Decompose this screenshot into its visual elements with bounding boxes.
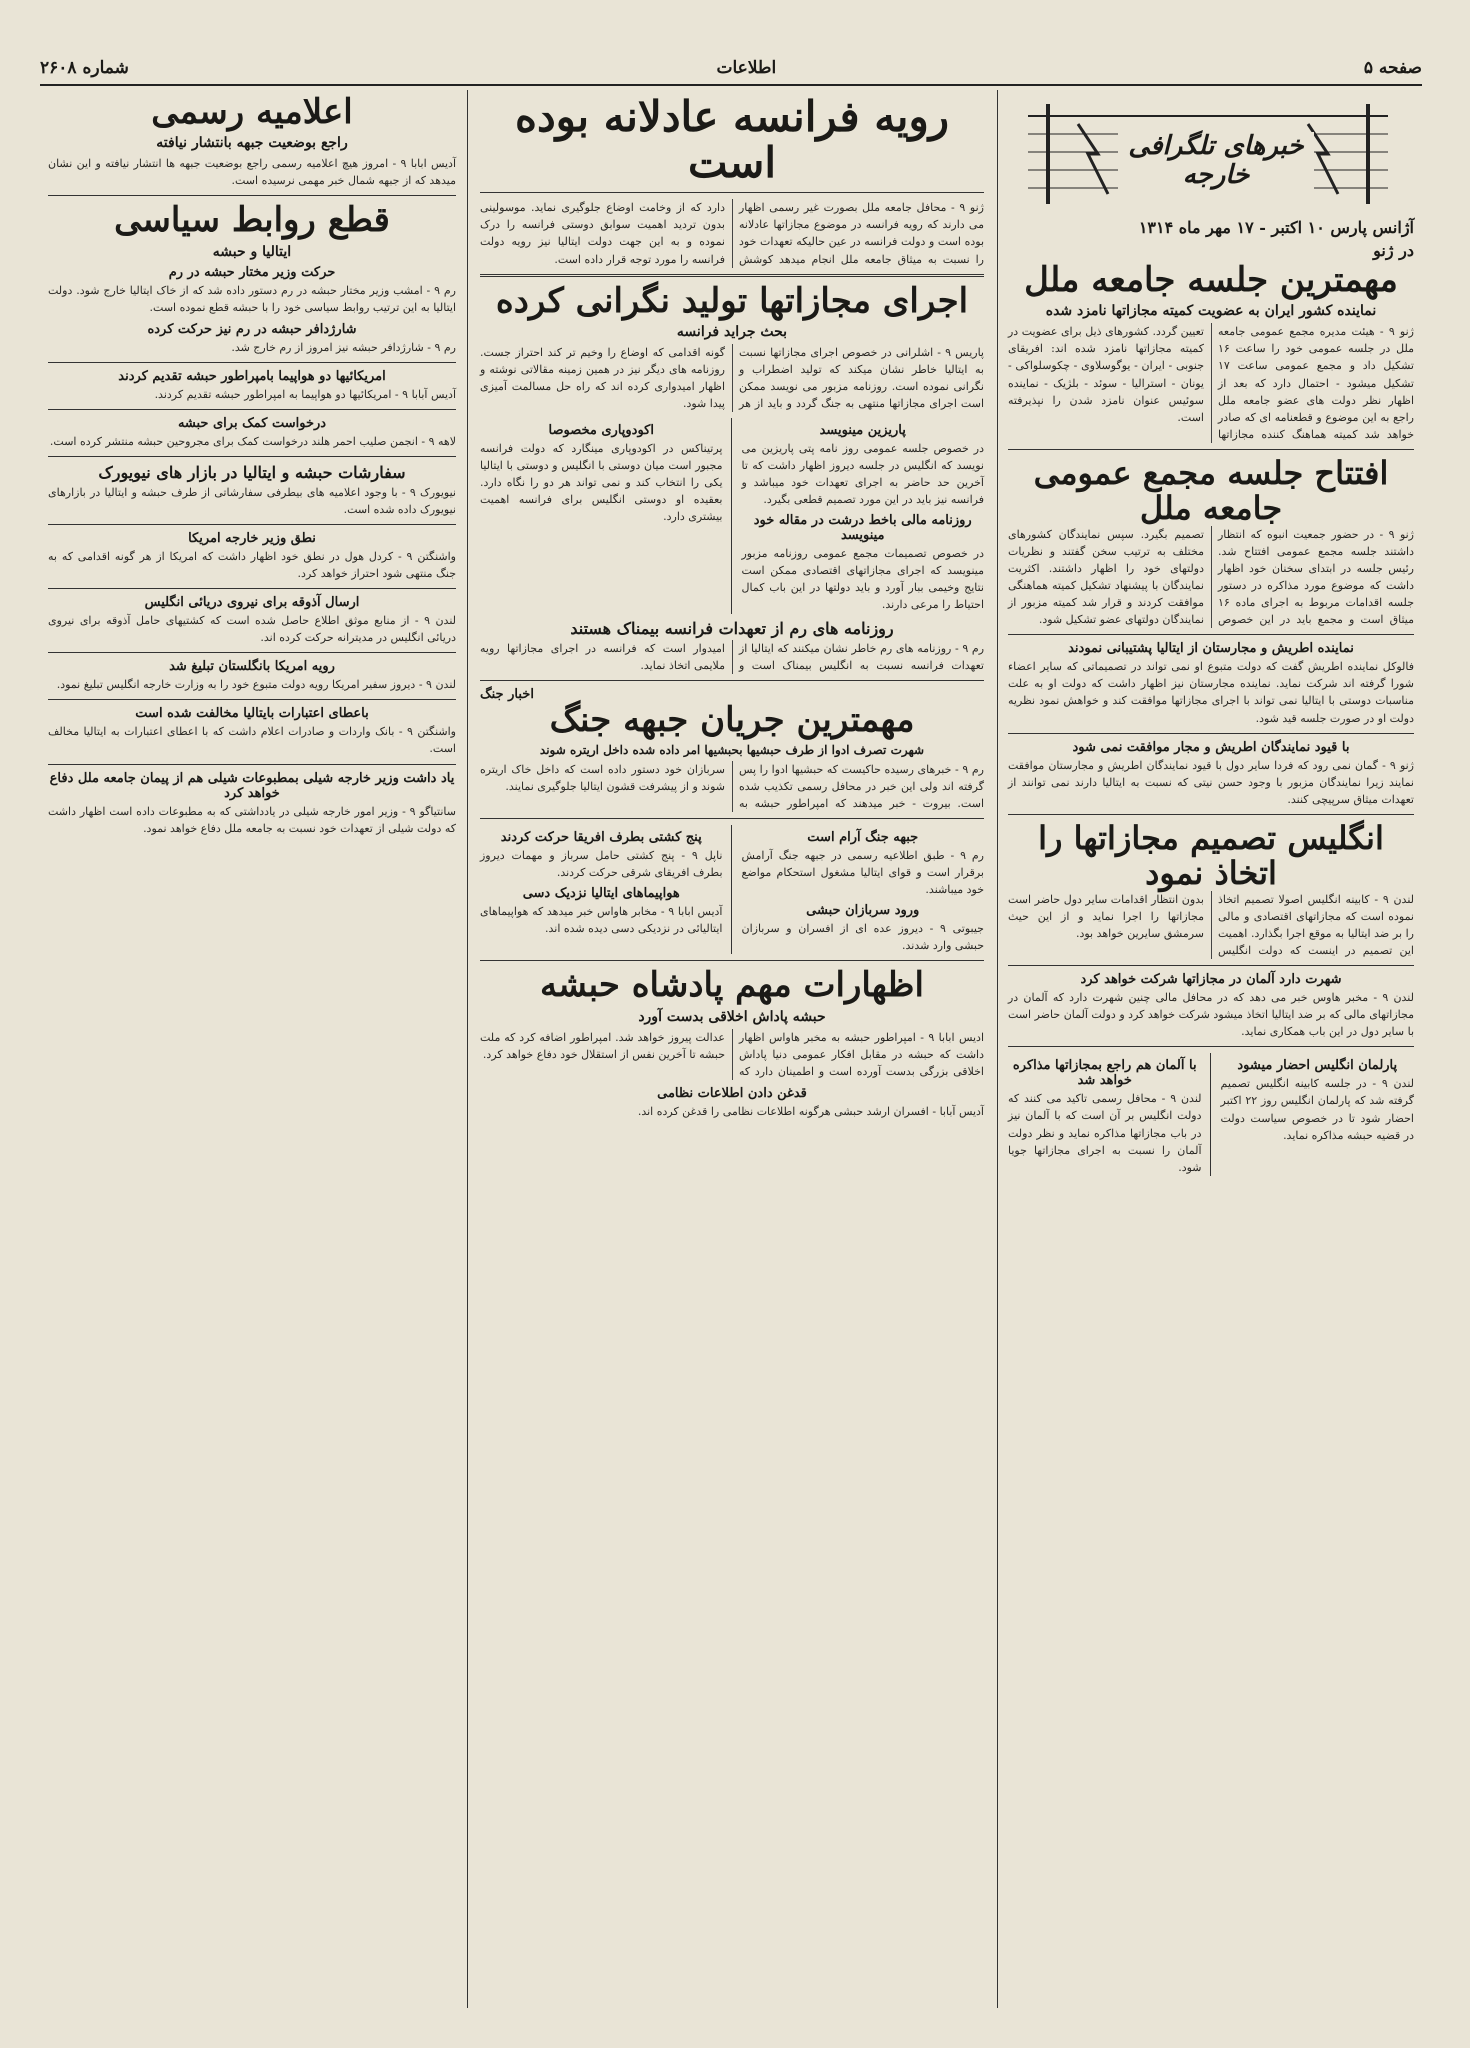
headline-small: نطق وزیر خارجه امریکا [188,531,316,547]
article-body: جیبوتی ۹ - دیروز عده ای از افسران و سربازان حبشی وارد شدند. [741,922,984,953]
article-body: آدیس آبابا - افسران ارشد حبشی هرگونه اطلاعات نظامی را قدغن کرده اند. [637,1104,984,1118]
column-left [40,90,464,2008]
article-body: آدیس ابابا ۹ - مخابر هاواس خبر میدهد که هواپیماهای ایتالیائی در نزدیکی دسی دیده شده اند. [480,905,723,936]
divider [48,588,456,589]
header-rule [40,84,1422,86]
divider [480,680,984,681]
article-body: پرتیناکس در اکودوپاری مینگارد که دولت فرانسه مجبور است میان دوستی با انگلیس و دوستی با ایتالیا یکی را انتخاب کند و نمی تواند هر دو را نگاه دارد. بعقیده او دوستی انگلیس برای فرانسه اهمیت بیشتری دارد. [480,442,723,524]
article-body: فالوکل نماینده اطریش گفت که دولت متبوع او نمی تواند در تصمیماتی که سایر اعضاء شورا گرفته اند شرکت نماید. نماینده مجارستان نیز اظهار داشت که دولت او به علت مناسبات دوستی با ایتالیا نمی تواند با اجرای مجازاتها موافقت کند و خواهش نمود نظریه دولت او در صورت جلسه قید شود. [1008,660,1414,725]
article-body: در خصوص جلسه عمومی روز نامه پتی پاریزین می نویسد که انگلیس در جلسه دیروز اظهار داشت که تا آخرین حد حاضر به اجرای تعهدات خود میباشد و فرانسه نیز باید در این مورد تصمیم قطعی بگیرد. [741,442,984,507]
column-middle [472,90,992,2008]
article-body: نیویورک ۹ - با وجود اعلامیه های بیطرفی سفارشاتی از طرف حبشه و ایتالیا در بازارهای نیویورک داده شده است. [48,486,456,517]
headline-opening: افتتاح جلسه مجمع عمومی جامعه ملل [1033,453,1389,527]
article-body: رم ۹ - روزنامه های رم خاطر نشان میکنند که ایتالیا از تعهدات فرانسه نسبت به انگلیس بیمناک است و امیدوار است که فرانسه در اجرای مجازاتها رویه ملایمی اتخاذ نماید. [480,641,985,672]
headline-small: جبهه جنگ آرام است [807,830,919,846]
divider [48,456,456,457]
issue-number: شماره ۲۶۰۸ [40,58,129,78]
press-article [742,418,985,613]
subheadline: راجع بوضعیت جبهه بانتشار نیافته [156,135,348,152]
subheadline: نماینده کشور ایران به عضویت کمیته مجازاتها نامزد شده [1045,303,1377,320]
article-body: لندن ۹ - از منابع موثق اطلاع حاصل شده است که کشتیهای حامل آذوقه برای نیروی دریائی انگلیس در مدیترانه حرکت کرده اند. [48,614,456,645]
headline-small: پاریزین مینویسد [819,423,906,439]
divider [480,274,984,277]
headline-small: شهرت دارد آلمان در مجازاتها شرکت خواهد کرد [1080,972,1342,988]
bottom-article [1008,1053,1211,1175]
column-divider [467,90,468,2008]
section-label: اخبار جنگ [480,686,534,702]
headline-small: هواپیماهای ایتالیا نزدیک دسی [522,886,680,902]
divider [48,699,456,700]
page-header [40,55,1422,81]
subheadline: شهرت تصرف ادوا از طرف حبشیها بحبشیها امر داده شده داخل اریتره شوند [539,743,925,757]
divider [48,764,456,765]
logo-title: خبرهای تلگرافی خارجه [1118,132,1314,189]
headline-small: ورود سربازان حبشی [806,903,920,919]
bottom-article [1221,1053,1415,1175]
headline-small: با آلمان هم راجع بمجازاتها مذاکره خواهد شد [1012,1058,1197,1089]
press-article [480,418,732,613]
headline-small: باعطای اعتبارات بایتالیا مخالفت شده است [135,706,369,722]
headline-war: مهمترین جریان جبهه جنگ [549,699,915,740]
subheadline: ایتالیا و حبشه [212,243,292,260]
war-article [742,825,985,954]
page-number: صفحه ۵ [1363,58,1422,78]
headline-small: حرکت وزیر مختار حبشه در رم [168,264,336,280]
headline-small: قدغن دادن اطلاعات نظامی [657,1085,807,1101]
article-body: رم ۹ - طبق اطلاعیه رسمی در جبهه جنگ آرامش برقرار است و قوای ایتالیا مشغول استحکام مواضع خود میباشند. [741,849,984,897]
press-row [480,418,984,613]
divider [1008,634,1414,635]
headline-small: درخواست کمک برای حبشه [177,416,327,432]
divider [480,960,984,961]
headline-small: ارسال آذوقه برای نیروی دریائی انگلیس [144,595,360,611]
headline-england: انگلیس تصمیم مجازاتها را اتخاذ نمود [1038,818,1384,892]
headline-small: یاد داشت وزیر خارجه شیلی بمطبوعات شیلی هم از پیمان جامعه ملل دفاع خواهد کرد [49,770,455,801]
article-body: ژنو ۹ - گمان نمی رود که فردا سایر دول با قیود نمایندگان اطریش و مجارستان موافقت نمایند زیرا نمایندگان مزبور با وجود حسن نیتی که نسبت به ایتالیا دارند نمی توانند از تعهدات میثاق سرپیچی کنند. [1008,758,1414,806]
article-body: لندن ۹ - مخبر هاوس خبر می دهد که در محافل مالی چنین شهرت دارد که آلمان در مجازاتهای مالی که بر ضد ایتالیا اتخاذ میشود شرکت خواهد کرد و دولت آلمان حاضر است با سایر دول در این باب همکاری نماید. [1008,991,1414,1039]
headline-small: نماینده اطریش و مجارستان از ایتالیا پشتیبانی نمودند [1068,641,1354,657]
headline-france: رویه فرانسه عادلانه بوده است [514,92,950,188]
divider [48,409,456,410]
headline-official: اعلامیه رسمی [151,92,353,132]
article-body: لندن ۹ - دیروز سفیر امریکا رویه دولت متبوع خود را به وزارت خارجه انگلیس تبلیغ نمود. [56,678,456,692]
article-body: لندن ۹ - محافل رسمی تاکید می کنند که دولت انگلیس بر آن است که با آلمان نیز در باب مجازاتها مذاکره نماید و نظر دولت آلمان را نسبت به اجرای مجازاتها جویا شود. [1008,1092,1202,1174]
agency-line: آژانس پارس ۱۰ اکتبر - ۱۷ مهر ماه ۱۳۱۴ [1138,218,1414,237]
divider [48,652,456,653]
headline-small: پنج کشتی بطرف افریقا حرکت کردند [500,830,702,846]
war-row [480,825,984,954]
divider [1008,965,1414,966]
article-body: واشنگتن ۹ - بانک واردات و صادرات اعلام داشت که با اعطای اعتبارات به ایتالیا مخالف است. [48,725,456,756]
headline-small: روزنامه مالی باخط درشت در مقاله خود مینویسد [753,513,972,544]
headline-small: شارژدافر حبشه در رم نیز حرکت کرده [147,321,357,337]
place-line: در ژنو [1373,241,1414,260]
headline-small: اکودوپاری مخصوصا [548,423,654,439]
divider [48,524,456,525]
divider [1008,1046,1414,1047]
headline-main: مهمترین جلسه جامعه ملل [1024,260,1398,300]
headline-small: امریکائیها دو هواپیما بامپراطور حبشه تقدیم کردند [118,369,386,385]
article-body: ژنو ۹ - محافل جامعه ملل بصورت غیر رسمی اظهار می دارند که رویه فرانسه در موضوع مجازاتها عادلانه بوده است و دولت فرانسه در عین حالیکه تعهدات خود را نسبت به میثاق جامعه ملل انجام میدهد کوشش دارد که از وخامت اوضاع جلوگیری نماید. موسولینی بدون تردید اهمیت سوابق دوستی فرانسه را درک نموده و به این جهت دولت ایتالیا نیز رویه دولت فرانسه را مورد توجه قرار داده است. [480,201,984,266]
headline-small: رویه امریکا بانگلستان تبلیغ شد [169,659,335,675]
article-body: ناپل ۹ - پنج کشتی حامل سرباز و مهمات دیروز بطرف افریقای شرقی حرکت کردند. [480,849,723,880]
article-body: سانتیاگو ۹ - وزیر امور خارجه شیلی در یادداشتی که به مطبوعات داده است اظهار داشت که دولت شیلی از تعهدات خود نسبت به جامعه ملل دفاع خواهد نمود. [48,804,456,835]
headline-small: پارلمان انگلیس احضار میشود [1237,1058,1398,1074]
divider [480,192,984,193]
article-body: رم ۹ - شارژدافر حبشه نیز امروز از رم خارج شد. [231,340,456,354]
paper-name: اطلاعات [716,58,777,78]
telegraph-logo [1008,94,1414,214]
headline-small: با قیود نمایندگان اطریش و مجار موافقت نمی شود [1072,739,1350,755]
war-article [480,825,732,954]
article-body: لندن ۹ - کابینه انگلیس اصولا تصمیم اتخاذ نموده است که مجازاتهای اقتصادی و مالی را بر ضد ایتالیا به موقع اجرا بگذارد. اهمیت این تصمیم در اینست که دولت انگلیس بدون انتظار اقدامات سایر دول حاضر است مجازاتها را اجرا نماید و از این حیث سرمشق سایرین خواهد بود. [1008,893,1414,958]
headline-sanctions: اجرای مجازاتها تولید نگرانی کرده [495,280,969,321]
column-divider [997,90,998,2008]
column-right [1000,90,1422,2008]
article-body: واشنگتن ۹ - کردل هول در نطق خود اظهار داشت که امریکا از هر گونه اقدامی که به جنگ منتهی شود احتراز خواهد کرد. [48,550,456,581]
subheadline: بحث جراید فرانسه [676,323,788,340]
article-body: لندن ۹ - در جلسه کابینه انگلیس تصمیم گرفته شد که پارلمان انگلیس روز ۲۲ اکتبر احضار شود تا در خصوص سیاست دولت در قضیه حبشه مذاکره نماید. [1220,1077,1414,1142]
article-body: ژنو ۹ - در حضور جمعیت انبوه که انتظار داشتند جلسه مجمع عمومی افتتاح شد. رئیس جلسه در ابتدای سخنان خود اظهار داشت که موضوع مورد مذاکره در دستور جلسه اقدامات مربوط به اجرای ماده ۱۶ میثاق است و مجمع باید در این خصوص تصمیم بگیرد. سپس نمایندگان کشورهای مختلف به ترتیب سخن گفتند و نظریات دولتهای خود را اظهار داشتند. اکثریت نمایندگان با پیشنهاد تشکیل کمیته هماهنگی موافقت کردند و قرار شد کمیته مزبور از نمایندگان دولتهای عضو تشکیل شود. [1008,528,1414,627]
article-body: ادیس ابابا ۹ - امپراطور حبشه به مخبر هاواس اظهار داشت که حبشه در مقابل افکار عمومی دنیا پاداش اخلاقی بزرگی بدست آورده است و اطمینان دارد که عدالت پیروز خواهد شد. امپراطور اضافه کرد که ملت حبشه تا آخرین نفس از استقلال خود دفاع خواهد کرد. [480,1030,984,1078]
divider [48,195,456,196]
article-body: رم ۹ - امشب وزیر مختار حبشه در رم دستور داده شد که از خاک ایتالیا خارج شود. دولت ایتالیا به این ترتیب روابط سیاسی خود را با حبشه قطع نموده است. [48,283,456,314]
article-body: پاریس ۹ - اشلرانی در خصوص اجرای مجازاتها نسبت به ایتالیا خاطر نشان میکند که تولید اضطراب و نگرانی نموده است. روزنامه مزبور می نویسد ممکن است اجرای مجازاتها منتهی به جنگ گردد و باید از هر گونه اقدامی که اوضاع را وخیم تر کند احتراز جست. روزنامه های دیگر نیز در همین زمینه مقالاتی نوشته و اظهار امیدواری کرده اند که راه حل مسالمت آمیزی پیدا شود. [480,345,984,411]
article-body: رم ۹ - خبرهای رسیده حاکیست که حبشیها ادوا را پس گرفته اند ولی این خبر در محافل رسمی تکذیب شده است. بیروت - خبر میدهند که امپراطور حبشه به سربازان خود دستور داده است که داخل خاک اریتره شوند و از پیشرفت قشون ایتالیا جلوگیری نمایند. [480,763,984,811]
divider [48,362,456,363]
bottom-row [1008,1053,1414,1175]
article-body: آدیس ابابا ۹ - امروز هیچ اعلامیه رسمی راجع بوضعیت جبهه ها انتشار نیافته و این نشان میدهد که از جبهه شمال خبر مهمی نرسیده است. [48,157,456,188]
subheadline: حبشه پاداش اخلاقی بدست آورد [638,1008,826,1025]
article-body: لاهه ۹ - انجمن صلیب احمر هلند درخواست کمک برای مجروحین حبشه منتشر کرده است. [49,435,456,449]
headline-small: سفارشات حبشه و ایتالیا در بازار های نیویورک [98,463,406,483]
divider [1008,449,1414,450]
article-body: در خصوص تصمیمات مجمع عمومی روزنامه مزبور مینویسد که اجرای مجازاتهای اقتصادی ممکن است نتایج وخیمی ببار آورد و باید دولتها در این باب کمال احتیاط را مرعی دارند. [741,547,984,612]
headline-rome: روزنامه های رم از تعهدات فرانسه بیمناک هستند [570,618,894,638]
article-body: ژنو ۹ - هیئت مدیره مجمع عمومی جامعه ملل در جلسه عمومی خود را ساعت ۱۶ تشکیل داد و مجمع عمومی ساعت ۱۷ تشکیل میشود - احتمال دارد که بعد از اظهار نظر دولت های عضو جامعه ملل راجع به این موضوع و قطعنامه ای که صادر خواهد شد کمیته هماهنگ کننده مجازاتها تعیین گردد. کشورهای ذیل برای عضویت در کمیته مجازاتها نامزد شده اند: افریقای جنوبی - ایران - یوگوسلاوی - چکوسلواکی - یونان - استرالیا - سوئد - بلژیک - نماینده سوئیس عنوان نامزد شدن را نپذیرفته است. [1008,325,1414,441]
divider [1008,814,1414,815]
headline-emperor: اظهارات مهم پادشاه حبشه [540,965,924,1006]
headline-relations: قطع روابط سیاسی [114,200,390,241]
divider [480,818,984,819]
divider [1008,733,1414,734]
article-body: آدیس آبابا ۹ - امریکائیها دو هواپیما به امپراطور حبشه تقدیم کردند. [154,388,456,402]
